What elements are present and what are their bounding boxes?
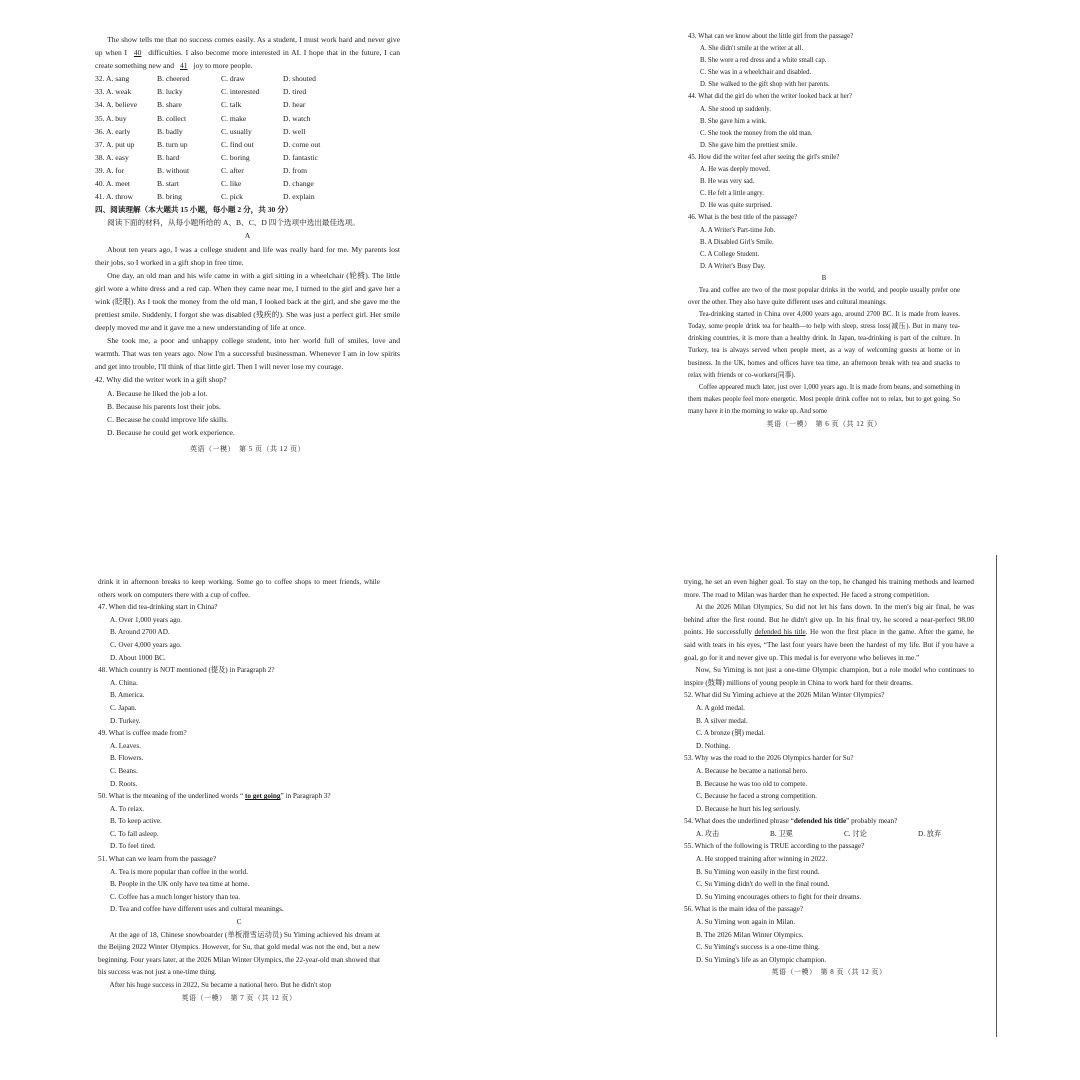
question-51: 51. What can we learn from the passage? bbox=[98, 855, 217, 864]
question: 44. What did the girl do when the writer looked back at her? bbox=[688, 93, 852, 101]
cloze-ending: The show tells me that no success comes easily. As a student, I must work hard and never give up when I 40 difficulties. I also become more interested in AI. I hope that in the future, I can create something new and 41 joy to more people. bbox=[95, 35, 400, 71]
option: B. He was very sad. bbox=[700, 178, 755, 186]
question-42-options bbox=[95, 387, 400, 439]
question-42: 42. Why did the writer work in a gift shop? bbox=[95, 375, 227, 385]
option: B. America. bbox=[110, 691, 145, 700]
option: A. Over 1,000 years ago. bbox=[110, 615, 183, 624]
passage-c-continued: trying, he set an even higher goal. To stay on the top, he changed his training methods and learned more. The road to Milan was harder than he expected. He faced a strong competition. bbox=[684, 578, 974, 599]
option: D. A Writer's Busy Day. bbox=[700, 262, 766, 270]
cloze-option-row bbox=[95, 190, 400, 203]
option: C. after bbox=[221, 165, 244, 175]
section-instruction: 阅读下面的材料，从每小题所给的 A、B、C、D 四个选项中选出最佳选项。 bbox=[107, 218, 360, 228]
passage-b bbox=[688, 285, 960, 418]
cloze-option-row bbox=[95, 138, 400, 151]
cloze-option-row bbox=[95, 85, 400, 98]
option: C. A bronze (铜) medal. bbox=[696, 729, 766, 738]
paragraph: One day, an old man and his wife came in with a girl sitting in a wheelchair (轮椅). The little girl wore a white dress and a red cap. When they came near me, I turned to the girl and gave her a wink (眨眼). As I took the money from the old man, I looked back at the girl, and she gave me the prettiest smile. Suddenly, I forgot she was disabled (残疾的). She was just a perfect girl. Her smile deeply moved me and it gave me a new understanding of life at once. bbox=[95, 270, 400, 333]
option: 34. A. believe bbox=[95, 100, 138, 110]
option: B. 卫冕 bbox=[770, 829, 793, 838]
question: 43. What can we know about the little girl from the passage? bbox=[688, 33, 854, 40]
option: D. She gave him the prettiest smile. bbox=[700, 141, 798, 149]
questions-43-46 bbox=[688, 31, 960, 273]
option: B. A Disabled Girl's Smile. bbox=[700, 238, 774, 246]
paragraph: Coffee appeared much later, just over 1,000 years ago. It is made from beans, and something in them makes people feel more energetic. Most people drink coffee not to relax, but to get going. So many have it in the morning to wake up. And some bbox=[688, 383, 960, 415]
option: 37. A. put up bbox=[95, 139, 135, 149]
option: A. She didn't smile at the writer at all. bbox=[700, 45, 804, 53]
page-footer: 英语（一模） 第 6 页（共 12 页） bbox=[766, 420, 882, 428]
question: 53. Why was the road to the 2026 Olympics harder for Su? bbox=[684, 754, 854, 763]
option: D. come out bbox=[283, 139, 321, 149]
passage-label: A bbox=[244, 231, 251, 241]
option: C. boring bbox=[221, 152, 250, 162]
option: A. A Writer's Part-time Job. bbox=[700, 226, 776, 234]
option: B. Because his parents lost their jobs. bbox=[107, 401, 221, 411]
option: 36. A. early bbox=[95, 126, 131, 136]
option: B. A silver medal. bbox=[696, 716, 748, 725]
option: B. She wore a red dress and a white small cap. bbox=[700, 57, 827, 65]
questions-52-53 bbox=[684, 689, 974, 815]
passage-label: B bbox=[821, 274, 827, 282]
page-7 bbox=[98, 576, 380, 1004]
option: C. interested bbox=[221, 87, 260, 97]
option: C. make bbox=[221, 113, 247, 123]
option: 32. A. sang bbox=[95, 74, 130, 84]
option: C. A College Student. bbox=[700, 250, 760, 258]
option: 39. A. for bbox=[95, 165, 125, 175]
option: A. China. bbox=[110, 678, 138, 687]
paragraph: She took me, a poor and unhappy college student, into her world full of smiles, love and warmth. That was ten years ago. Now I'm a successful businessman. Whenever I am in low spirits and get into trouble, I'll think of that little girl. Then I will never lose my courage. bbox=[95, 336, 400, 372]
option: A. He was deeply moved. bbox=[700, 166, 771, 174]
questions-47-49 bbox=[98, 601, 380, 790]
paragraph: Tea and coffee are two of the most popular drinks in the world, and people usually prefer one over the other. They also have quite different uses and cultural meanings. bbox=[688, 286, 960, 307]
page-6 bbox=[688, 31, 960, 430]
option: A. A gold medal. bbox=[696, 703, 745, 712]
option: B. Because he was too old to compete. bbox=[696, 779, 808, 788]
option: A. She stood up suddenly. bbox=[700, 105, 771, 113]
cloze-option-row bbox=[95, 164, 400, 177]
option: B. bring bbox=[157, 192, 182, 202]
page-footer: 英语（一模） 第 7 页（共 12 页） bbox=[181, 993, 297, 1002]
option: C. usually bbox=[221, 126, 252, 136]
option: C. Coffee has a much longer history than tea. bbox=[110, 892, 241, 901]
option: B. People in the UK only have tea time at home. bbox=[110, 880, 250, 889]
passage-label: C bbox=[236, 918, 242, 927]
option: D. Tea and coffee have different uses and cultural meanings. bbox=[110, 905, 284, 914]
option: A. 攻击 bbox=[696, 829, 720, 838]
option: A. Because he became a national hero. bbox=[696, 766, 808, 775]
question: 48. Which country is NOT mentioned (提及) in Paragraph 2? bbox=[98, 666, 275, 675]
option: B. She gave him a wink. bbox=[700, 117, 767, 125]
option: A. Leaves. bbox=[110, 741, 141, 750]
option: 41. A. throw bbox=[95, 192, 133, 202]
option: B. To keep active. bbox=[110, 817, 162, 826]
option: B. share bbox=[157, 100, 182, 110]
option: C. draw bbox=[221, 74, 246, 84]
option: D. hear bbox=[283, 100, 306, 110]
option: B. badly bbox=[157, 126, 183, 136]
option: 40. A. meet bbox=[95, 179, 131, 189]
option: D. 放弃 bbox=[918, 829, 942, 838]
option: 35. A. buy bbox=[95, 113, 127, 123]
option: C. find out bbox=[221, 139, 254, 149]
option: C. Beans. bbox=[110, 766, 138, 775]
option: B. hard bbox=[157, 152, 180, 162]
page-5 bbox=[95, 33, 400, 456]
option: D. Roots. bbox=[110, 779, 138, 788]
option: D. Nothing. bbox=[696, 741, 731, 750]
question: 47. When did tea-drinking start in China? bbox=[98, 603, 218, 612]
option: A. Su Yiming won again in Milan. bbox=[696, 918, 796, 927]
option: B. turn up bbox=[157, 139, 188, 149]
option: A. Because he liked the job a lot. bbox=[107, 388, 208, 398]
question: 52. What did Su Yiming achieve at the 2026 Milan Winter Olympics? bbox=[684, 691, 885, 700]
cloze-options bbox=[95, 72, 400, 203]
option: D. shouted bbox=[283, 74, 316, 84]
option: D. Because he hurt his leg seriously. bbox=[696, 804, 801, 813]
option: C. Over 4,000 years ago. bbox=[110, 640, 182, 649]
option: C. Because he faced a strong competition. bbox=[696, 792, 817, 801]
option: D. watch bbox=[283, 113, 311, 123]
option: 33. A. weak bbox=[95, 87, 132, 97]
page-8 bbox=[684, 576, 974, 979]
option: D. tired bbox=[283, 87, 307, 97]
option: C. pick bbox=[221, 192, 243, 202]
option: D. Su Yiming's life as an Olympic champion. bbox=[696, 955, 827, 964]
option: C. like bbox=[221, 179, 242, 189]
option: A. He stopped training after winning in 2022. bbox=[696, 855, 828, 864]
option: B. Around 2700 AD. bbox=[110, 628, 170, 637]
question-50-options bbox=[98, 803, 380, 853]
paragraph: Tea-drinking started in China over 4,000 years ago, around 2700 BC. It is made from leaves. Today, some people drink tea for health—to help with sleep, stress loss(减压). But in many tea-drinking countries, it is more than a healthy drink. In Japan, tea-drinking is part of the culture. In Turkey, tea is always served when people meet, as a way of welcoming guests at home or in business. In the UK, homes and offices have tea time, an afternoon break with tea and snacks to relax with friends or co-workers(同事). bbox=[688, 311, 960, 379]
question: 55. Which of the following is TRUE according to the passage? bbox=[684, 842, 865, 851]
question-51-options bbox=[98, 866, 380, 916]
option: D. She walked to the gift shop with her parents. bbox=[700, 81, 830, 89]
passage-c-paragraph-2: At the 2026 Milan Olympics, Su did not let his fans down. In the men's big air final, he was behind after the first round. But he didn't give up. In his final try, he scored a near-perfect 98.00 points. He successfully defended his title. He won the first place in the game. After the game, he said with tears in his eyes, “The last four years have been the hardest of my life. But if you have a goal, go for it and never give up. This medal is for everyone who believes in me.” bbox=[684, 603, 974, 662]
passage-b-end: drink it in afternoon breaks to keep working. Some go to coffee shops to meet friends, while others work on computers there with a cup of coffee. bbox=[98, 578, 380, 599]
option: A. To relax. bbox=[110, 804, 145, 813]
option: D. To feel tired. bbox=[110, 842, 156, 851]
cloze-option-row bbox=[95, 151, 400, 164]
option: B. The 2026 Milan Winter Olympics. bbox=[696, 930, 804, 939]
passage-c-paragraph-3: Now, Su Yiming is not just a one-time Olympic champion, but a role model who continues to inspire (鼓舞) millions of young people in China to work hard for their dreams. bbox=[684, 666, 974, 687]
question: 45. How did the writer feel after seeing the girl's smile? bbox=[688, 153, 840, 161]
option: D. He was quite surprised. bbox=[700, 202, 773, 210]
option: D. explain bbox=[283, 192, 315, 202]
option: C. talk bbox=[221, 100, 242, 110]
question: 46. What is the best title of the passage? bbox=[688, 214, 798, 222]
passage-a bbox=[95, 243, 400, 374]
page-footer: 英语（一模） 第 8 页（共 12 页） bbox=[771, 968, 887, 977]
page-footer: 英语（一模） 第 5 页（共 12 页） bbox=[190, 444, 305, 453]
option: C. She was in a wheelchair and disabled. bbox=[700, 69, 812, 77]
option: A. Tea is more popular than coffee in the world. bbox=[110, 867, 248, 876]
option: D. well bbox=[283, 126, 306, 136]
option: D. from bbox=[283, 165, 308, 175]
option: B. cheered bbox=[157, 74, 190, 84]
paragraph: After his huge success in 2022, Su became a national hero. But he didn't stop bbox=[109, 981, 332, 989]
option: C. To fall asleep. bbox=[110, 829, 159, 838]
option: C. She took the money from the old man. bbox=[700, 129, 813, 137]
option: B. Flowers. bbox=[110, 754, 144, 763]
cloze-option-row bbox=[95, 112, 400, 125]
option: C. Because he could improve life skills. bbox=[107, 414, 229, 424]
question-50: 50. What is the meaning of the underlined words “ to get going” in Paragraph 3? bbox=[98, 792, 331, 801]
option: B. start bbox=[157, 179, 179, 189]
option: D. fantastic bbox=[283, 152, 319, 162]
option: C. Su Yiming's success is a one-time thing. bbox=[696, 943, 820, 952]
cloze-option-row bbox=[95, 125, 400, 138]
cloze-option-row bbox=[95, 72, 400, 85]
paragraph: About ten years ago, I was a college student and life was really hard for me. My parents lost their jobs, so I worked in a gift shop in free time. bbox=[95, 244, 400, 267]
option: C. He felt a little angry. bbox=[700, 190, 764, 198]
option: C. Su Yiming didn't do well in the final round. bbox=[696, 880, 830, 889]
option: 38. A. easy bbox=[95, 152, 129, 162]
option: D. Turkey. bbox=[110, 716, 141, 725]
option: B. collect bbox=[157, 113, 187, 123]
question: 49. What is coffee made from? bbox=[98, 729, 187, 738]
option: D. About 1000 BC. bbox=[110, 653, 166, 662]
scan-edge-line bbox=[996, 555, 997, 1037]
cloze-option-row bbox=[95, 98, 400, 111]
option: B. lucky bbox=[157, 87, 183, 97]
option: B. Su Yiming won easily in the first round. bbox=[696, 867, 820, 876]
question-54: 54. What does the underlined phrase “defended his title” probably mean? bbox=[684, 817, 898, 826]
questions-55-56 bbox=[684, 840, 974, 966]
option: B. without bbox=[157, 165, 190, 175]
option: D. Su Yiming encourages others to fight for their dreams. bbox=[696, 892, 862, 901]
option: D. change bbox=[283, 179, 314, 189]
paragraph: At the age of 18, Chinese snowboarder (单板滑雪运动员) Su Yiming achieved his dream at the Beijing 2022 Winter Olympics. However, for Su, that gold medal was not the end, but a new beginning. Four years later, at the 2026 Milan Winter Olympics, the 22-year-old man showed that his success was not just a one-time thing. bbox=[98, 930, 380, 977]
question-54-options bbox=[684, 828, 974, 841]
question: 56. What is the main idea of the passage? bbox=[684, 905, 804, 914]
section-title: 四、阅读理解（本大题共 15 小题，每小题 2 分，共 30 分） bbox=[95, 205, 293, 215]
option: C. 讨论 bbox=[844, 829, 867, 838]
passage-c bbox=[98, 929, 380, 992]
cloze-option-row bbox=[95, 177, 400, 190]
option: C. Japan. bbox=[110, 703, 137, 712]
option: D. Because he could get work experience. bbox=[107, 427, 235, 437]
